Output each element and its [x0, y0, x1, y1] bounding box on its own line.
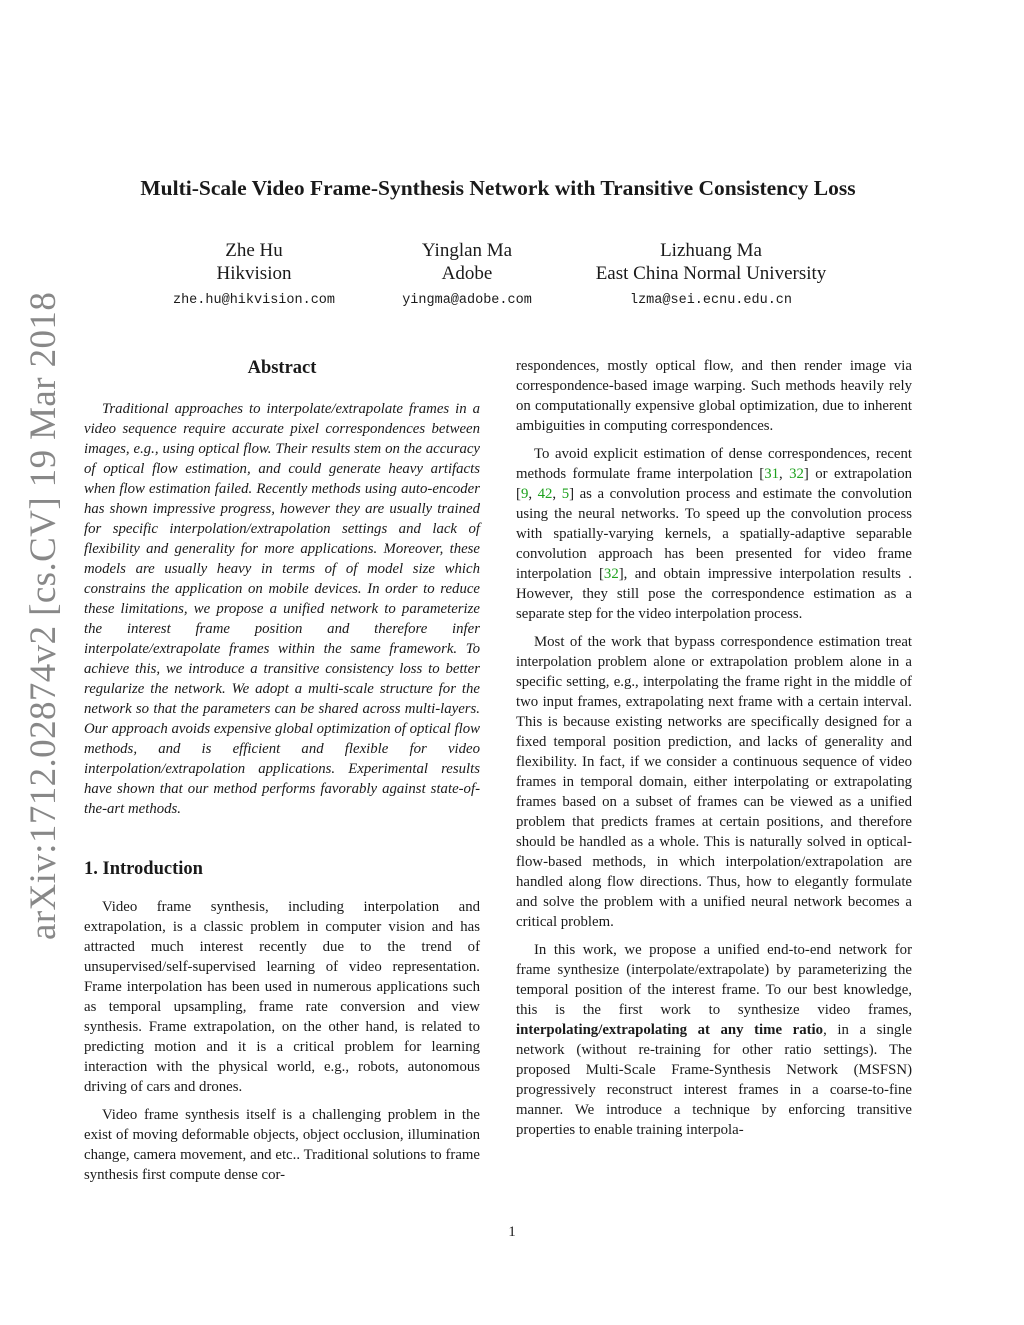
introduction-heading: 1. Introduction	[84, 859, 203, 879]
citation-link[interactable]: 42	[537, 486, 553, 502]
author-email: lzma@sei.ecnu.edu.cn	[629, 293, 793, 308]
author-email: yingma@adobe.com	[402, 293, 532, 308]
paragraph-text: To avoid explicit estimation of dense correspondences, recent methods formulate frame interpolation [	[516, 446, 912, 482]
abstract-heading: Abstract	[247, 358, 317, 378]
author-affiliation: East China Normal University	[595, 263, 827, 284]
paragraph-text: ] as a convolution process and estimate the convolution using the neural networks. To speed up the convolution process with spatially-varying kernels, a spatially-adaptive separable convolution approach has been presented for video frame interpolation [	[516, 486, 913, 582]
author-name: Zhe Hu	[225, 240, 283, 261]
paragraph-text: ,	[528, 486, 538, 502]
author-email: zhe.hu@hikvision.com	[172, 293, 336, 308]
citation-link[interactable]: 32	[789, 466, 804, 482]
citation-link[interactable]: 5	[561, 486, 570, 502]
intro-paragraph-1: Video frame synthesis, including interpolation and extrapolation, is a classic problem in computer vision and has attracted much interest recently due to the trend of unsupervised/self-supervised learning of video representation. Frame interpolation has been used in numerous applications such as temporal upsampling, frame rate conversion and view synthesis. Frame extrapolation, on the other hand, is related to predicting motion and it is a critical problem for learning interaction with the physical world, e.g., robots, autonomous driving of cars and drones.	[84, 899, 480, 1095]
abstract-text: Traditional approaches to interpolate/extrapolate frames in a video sequence require accurate pixel correspondences between images, e.g., using optical flow. Their results stem on the accuracy of optical flow estimation, and could generate heavy artifacts when flow estimation failed. Recently methods using auto-encoder has shown impressive progress, however they are usually trained for specific interpolation/extrapolation settings and lack of flexibility and generality for more applications. Moreover, these models are usually heavy in terms of of model size which constrains the application on mobile devices. In order to reduce these limitations, we propose a unified network to parameterize the interest frame position and therefore infer interpolate/extrapolate frames within the same framework. To achieve this, we introduce a transitive consistency loss to better regularize the network. We adopt a multi-scale structure for the network so that the parameters can be shared across multi-layers. Our approach avoids expensive global optimization of optical flow methods, and is efficient and flexible for video interpolation/extrapolation applications. Experimental results have shown that our method performs favorably against state-of-the-art methods.	[84, 401, 480, 817]
paragraph-text: , in a single network (without re-training for other ratio settings). The proposed Multi-Scale Frame-Synthesis Network (MSFSN) progressively reconstruct interest frames in a coarse-to-fine manner. We introduce a technique by enforcing transitive properties to enable training interpola-	[516, 1022, 912, 1138]
author-block	[561, 239, 861, 311]
intro-paragraph-2-continued: respondences, mostly optical flow, and then render image via correspondence-based image warping. Such methods heavily rely on computationally expensive global optimization, due to inherent ambiguities in computing correspondences.	[516, 358, 912, 434]
intro-paragraph-4: Most of the work that bypass correspondence estimation treat interpolation problem alone or extrapolation problem alone in a specific setting, e.g., interpolating the frame right in the middle of two input frames, extrapolating next frame with a certain interval. This is because existing networks are specifically designed for a fixed temporal position prediction, and lacks of generality and flexibility. In fact, if we consider a continuous sequence of video frames in temporal domain, either interpolating or extrapolating frames based on a subset of frames can be viewed as a unified problem that predicts frames at certain positions, and therefore should be handled as a whole. This is naturally solved in optical-flow-based methods, in which interpolation/extrapolation are handled along flow directions. Thus, how to elegantly formulate and solve the problem with a unified neural network becomes a critical problem.	[516, 634, 912, 930]
author-affiliation: Hikvision	[216, 263, 292, 284]
paragraph-text: ] or extrapolation [	[516, 466, 913, 502]
paragraph-text: ], and obtain impressive interpolation results . However, they still pose the correspondence estimation as a separate step for the video interpolation process.	[516, 566, 912, 622]
author-affiliation: Adobe	[441, 263, 493, 284]
citation-link[interactable]: 31	[764, 466, 780, 482]
page-number: 1	[508, 1224, 516, 1240]
bold-phrase: interpolating/extrapolating at any time ratio	[516, 1022, 824, 1038]
intro-paragraph-2-start: Video frame synthesis itself is a challenging problem in the exist of moving deformable objects, object occlusion, illumination change, camera movement, and etc.. Traditional solutions to frame synthesis first compute dense cor-	[84, 1107, 480, 1183]
paragraph-text: ,	[552, 486, 562, 502]
paragraph-text: ,	[779, 466, 790, 482]
arxiv-identifier: arXiv:1712.02874v2 [cs.CV] 19 Mar 2018	[23, 291, 64, 940]
author-name: Lizhuang Ma	[660, 240, 762, 261]
citation-link[interactable]: 9	[520, 486, 529, 502]
right-column	[516, 356, 912, 1140]
citation-link[interactable]: 32	[603, 566, 619, 582]
intro-paragraph-3	[516, 444, 912, 624]
intro-paragraph-5	[516, 940, 912, 1140]
left-column	[84, 356, 480, 1185]
author-name: Yinglan Ma	[421, 240, 513, 261]
paragraph-text: In this work, we propose a unified end-to-end network for frame synthesize (interpolate/extrapolate) by parameterizing the temporal position of the interest frame. To our best knowledge, this is the first work to synthesize video frames,	[516, 942, 912, 1018]
paper-title: Multi-Scale Video Frame-Synthesis Network with Transitive Consistency Loss	[140, 176, 856, 200]
